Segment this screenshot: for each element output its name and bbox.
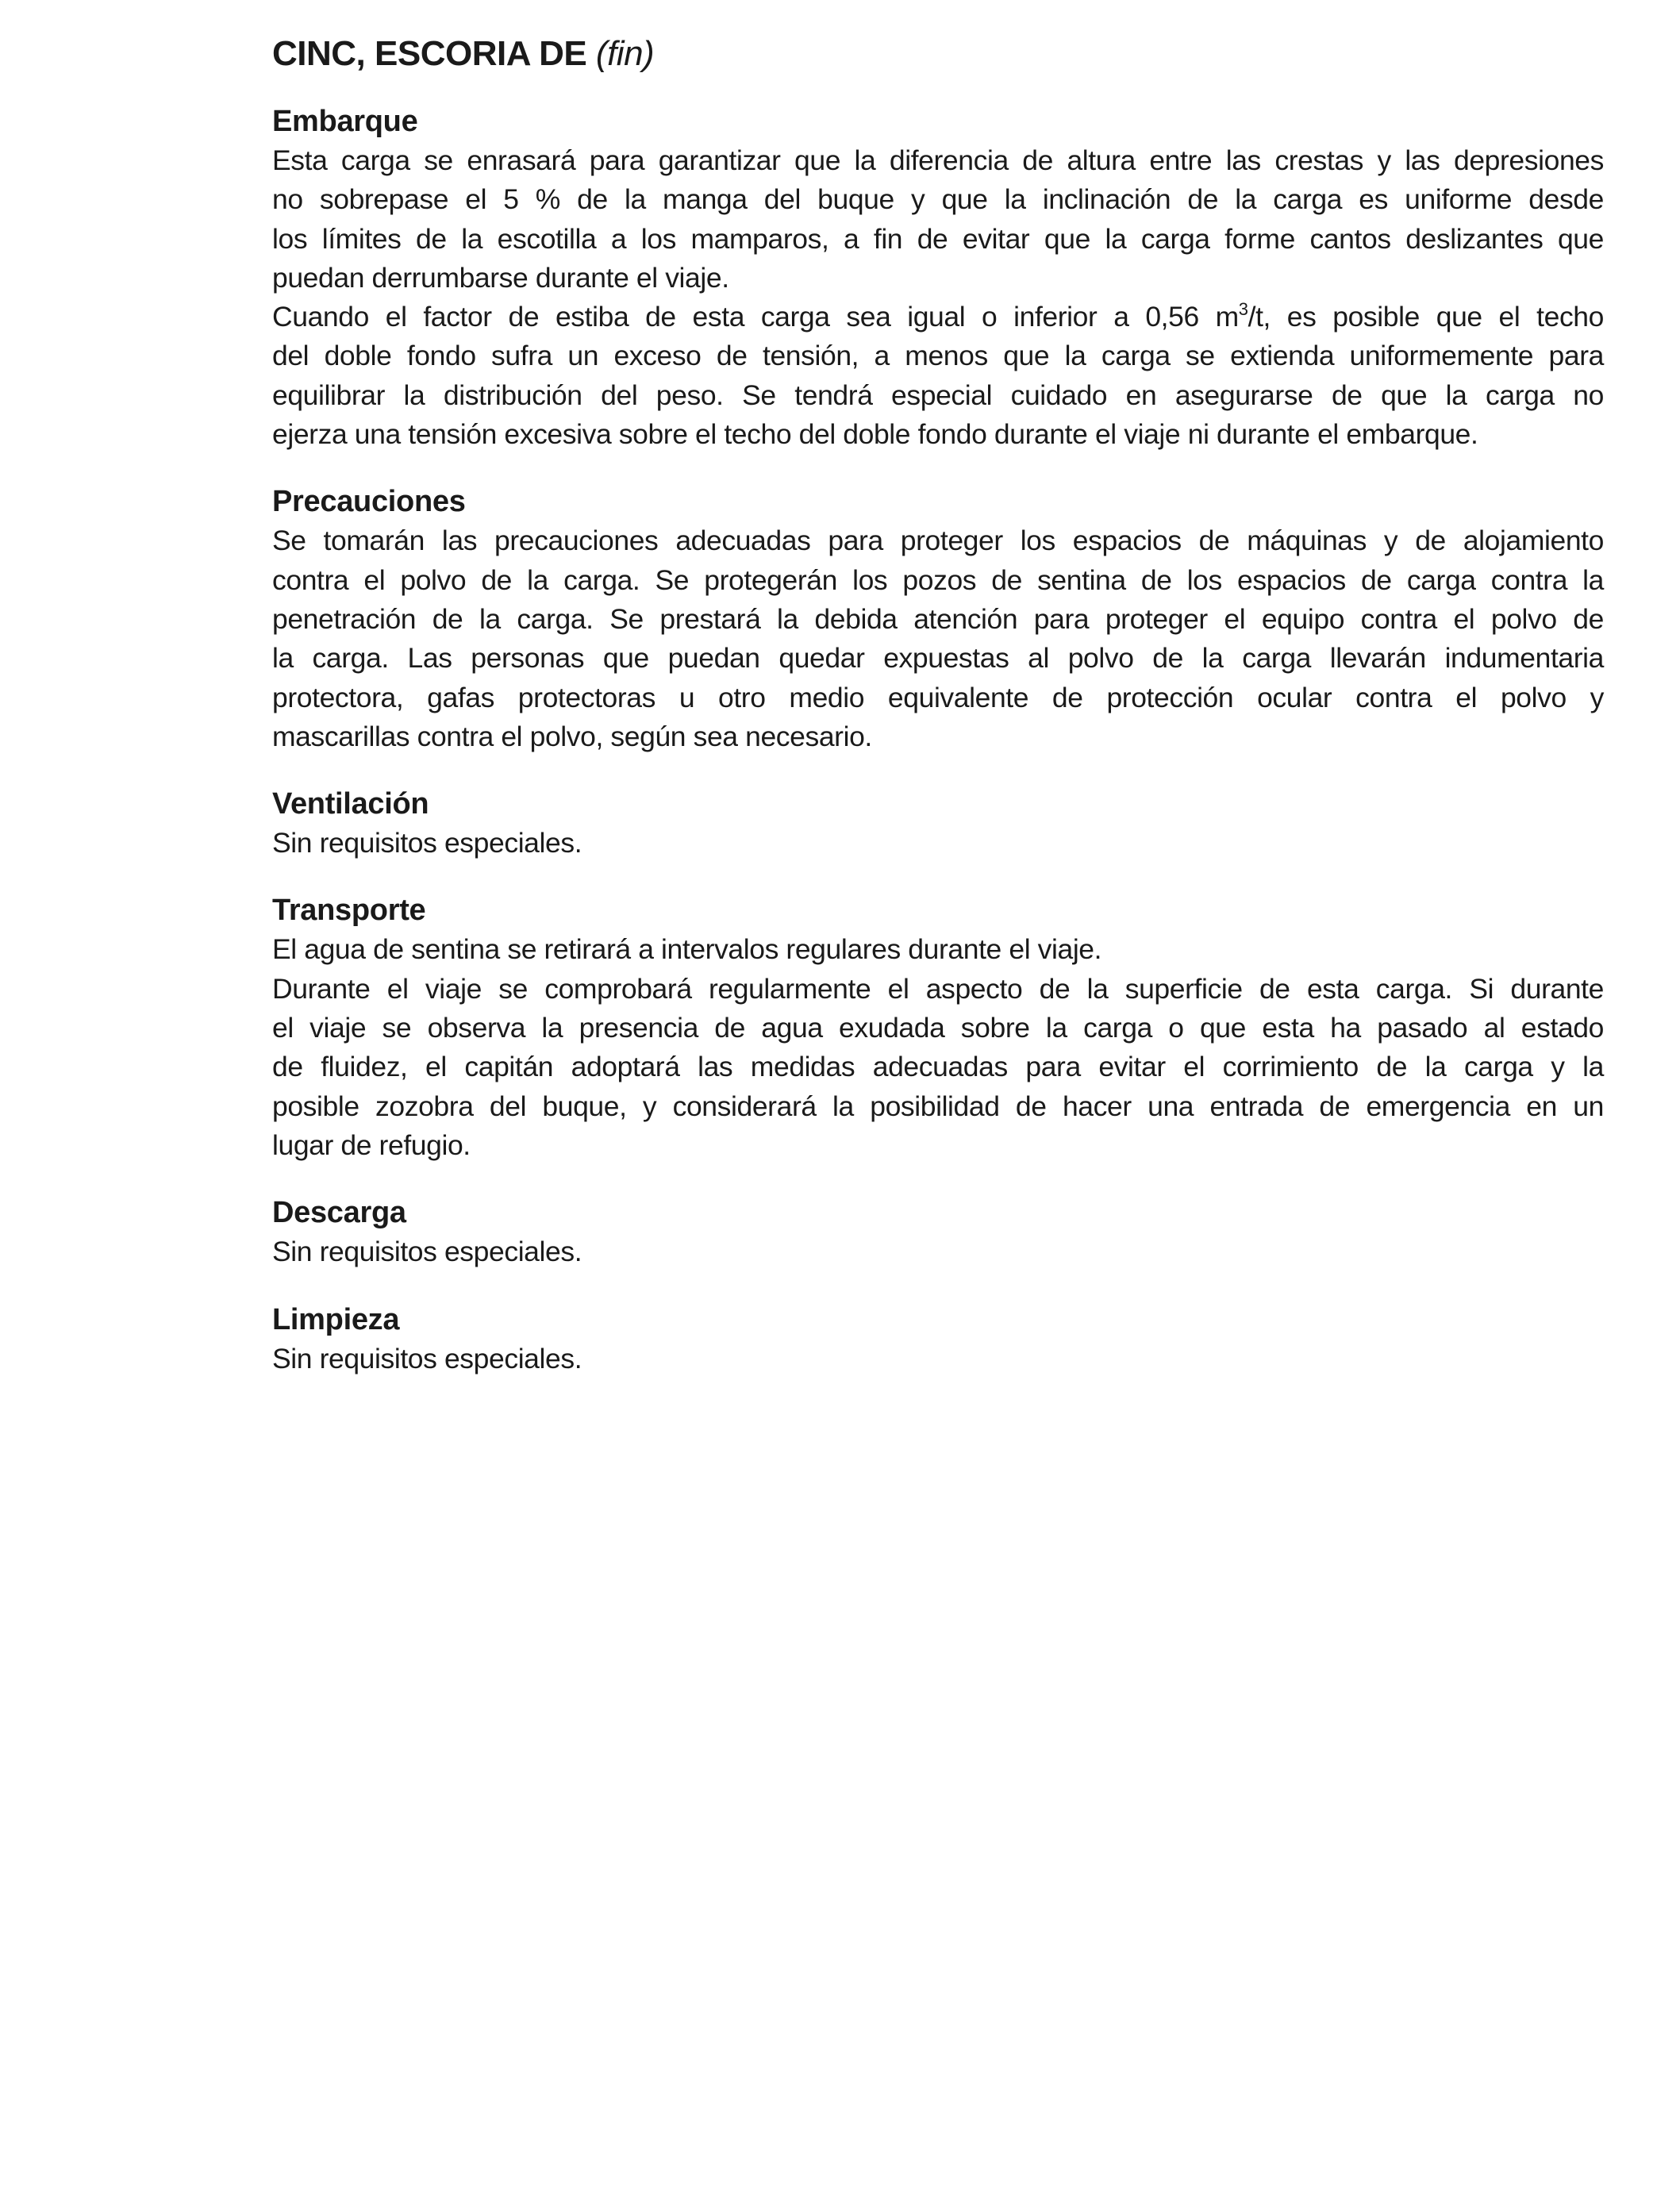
text-fragment-before: Cuando el factor de estiba de esta carga sea igual o inferior a 0,56 m xyxy=(272,301,1239,333)
text-line: Esta carga se enrasará para garantizar que la diferencia de altura entre las crestas y las depresiones xyxy=(272,144,1604,176)
section-heading: Ventilación xyxy=(272,787,429,821)
section-heading: Limpieza xyxy=(272,1302,400,1336)
section-ventilacion xyxy=(272,784,1604,863)
text-line: Se tomarán las precauciones adecuadas para proteger los espacios de máquinas y de alojamiento xyxy=(272,525,1604,557)
text-line: los límites de la escotilla a los mamparos, a fin de evitar que la carga forme cantos deslizantes que xyxy=(272,222,1604,255)
text-line: equilibrar la distribución del peso. Se tendrá especial cuidado en asegurarse de que la carga no xyxy=(272,379,1604,411)
paragraph xyxy=(272,521,1604,756)
text-line: contra el polvo de la carga. Se protegerán los pozos de sentina de los espacios de carga contra la xyxy=(272,563,1604,596)
page-title xyxy=(272,30,1604,78)
text-line: de fluidez, el capitán adoptará las medidas adecuadas para evitar el corrimiento de la carga y la xyxy=(272,1051,1604,1083)
section-limpieza xyxy=(272,1300,1604,1378)
paragraph xyxy=(272,298,1604,454)
paragraph xyxy=(272,970,1604,1165)
paragraph xyxy=(272,930,1604,969)
text-line: puedan derrumbarse durante el viaje. xyxy=(272,261,729,294)
section-transporte xyxy=(272,890,1604,1165)
section-embarque xyxy=(272,102,1604,454)
text-fragment-sup: 3 xyxy=(1238,299,1248,320)
text-line: Sin requisitos especiales. xyxy=(272,1342,582,1374)
text-line: el viaje se observa la presencia de agua exudada sobre la carga o que esta ha pasado al estado xyxy=(272,1012,1604,1044)
text-line: ejerza una tensión excesiva sobre el techo del doble fondo durante el viaje ni durante el embarque. xyxy=(272,418,1478,451)
paragraph xyxy=(272,1232,1604,1271)
paragraph xyxy=(272,1340,1604,1378)
text-fragment-after: /t, es posible que el techo xyxy=(1248,301,1604,333)
title-main: CINC, ESCORIA DE xyxy=(272,34,587,73)
section-heading: Embarque xyxy=(272,105,418,138)
text-line: la carga. Las personas que puedan quedar expuestas al polvo de la carga llevarán indumentaria xyxy=(272,642,1604,675)
text-line: protectora, gafas protectoras u otro medio equivalente de protección ocular contra el polvo y xyxy=(272,681,1604,713)
text-line: Sin requisitos especiales. xyxy=(272,1236,582,1268)
sections xyxy=(272,102,1604,1378)
text-line: del doble fondo sufra un exceso de tensión, a menos que la carga se extienda uniformemente para xyxy=(272,340,1604,372)
paragraph xyxy=(272,824,1604,863)
text-line: penetración de la carga. Se prestará la debida atención para proteger el equipo contra el polvo de xyxy=(272,602,1604,635)
section-descarga xyxy=(272,1193,1604,1271)
paragraph xyxy=(272,141,1604,298)
section-heading: Transporte xyxy=(272,894,426,928)
text-line: posible zozobra del buque, y considerará la posibilidad de hacer una entrada de emergencia en un xyxy=(272,1090,1604,1122)
section-heading: Descarga xyxy=(272,1196,406,1230)
section-precauciones xyxy=(272,482,1604,756)
text-line: lugar de refugio. xyxy=(272,1128,471,1161)
document-page xyxy=(272,30,1604,1406)
text-line: no sobrepase el 5 % de la manga del buque y que la inclinación de la carga es uniforme desde xyxy=(272,183,1604,216)
text-line: El agua de sentina se retirará a intervalos regulares durante el viaje. xyxy=(272,933,1102,966)
text-line: mascarillas contra el polvo, según sea necesario. xyxy=(272,720,872,752)
section-heading: Precauciones xyxy=(272,485,466,519)
text-line xyxy=(272,298,1604,336)
title-suffix: (fin) xyxy=(595,34,655,73)
text-line: Sin requisitos especiales. xyxy=(272,827,582,859)
text-line: Durante el viaje se comprobará regularmente el aspecto de la superficie de esta carga. Si durante xyxy=(272,972,1604,1005)
